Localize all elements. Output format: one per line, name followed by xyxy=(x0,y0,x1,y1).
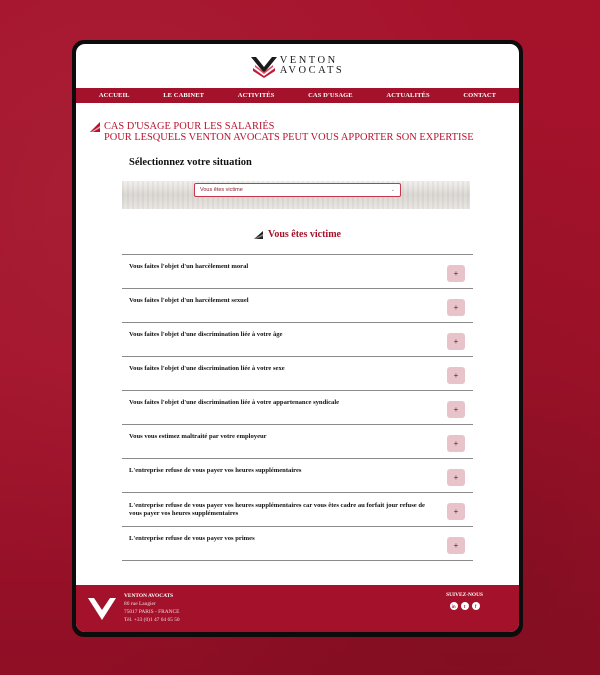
chevron-down-icon: ⌄ xyxy=(390,187,395,193)
expand-plus-button[interactable]: + xyxy=(447,435,465,452)
facebook-icon[interactable]: f xyxy=(472,602,480,610)
row-label: Vous faites l'objet d'une discrimination liée à votre appartenance syndicale xyxy=(129,399,340,406)
nav-cas-usage[interactable]: CAS D'USAGE xyxy=(308,92,353,99)
selector-banner xyxy=(122,181,470,209)
accordion-row[interactable] xyxy=(122,289,473,323)
situation-dropdown[interactable] xyxy=(194,183,401,197)
logo-line-2: AVOCATS xyxy=(279,65,345,76)
nav-activites[interactable]: ACTIVITÉS xyxy=(237,92,275,99)
page-intro xyxy=(76,103,519,143)
red-wing-icon xyxy=(90,122,100,132)
social-icons xyxy=(446,602,483,610)
row-label: Vous faites l'objet d'une discrimination liée à votre sexe xyxy=(129,365,285,372)
row-label: L'entreprise refuse de vous payer vos primes xyxy=(129,535,255,542)
footer-street: 86 rue Laugier xyxy=(124,601,156,607)
expand-plus-button[interactable]: + xyxy=(447,299,465,316)
heading-line-1: CAS D'USAGE POUR LES SALARIÉS xyxy=(104,121,275,132)
linkedin-icon[interactable]: in xyxy=(451,603,456,609)
header xyxy=(76,44,519,88)
accordion-row[interactable] xyxy=(122,323,473,357)
row-label: Vous faites l'objet d'un harcèlement moral xyxy=(129,263,249,270)
logo-line-1: VENTON xyxy=(279,55,338,66)
accordion-row[interactable] xyxy=(122,357,473,391)
row-label: L'entreprise refuse de vous payer vos heures supplémentaires car vous êtes cadre au forfait jour refuse de vous payer vos heures supplémentaires xyxy=(129,502,425,517)
accordion-row[interactable] xyxy=(122,459,473,493)
accordion-row[interactable] xyxy=(122,425,473,459)
accordion-row[interactable] xyxy=(122,493,473,527)
expand-plus-button[interactable]: + xyxy=(447,333,465,350)
section-heading xyxy=(76,229,519,240)
row-label: Vous vous estimez maltraité par votre employeur xyxy=(129,433,267,440)
logo-text xyxy=(280,56,345,76)
footer-address xyxy=(124,592,180,624)
nav-contact[interactable]: CONTACT xyxy=(463,92,497,99)
site-footer xyxy=(76,585,519,632)
webpage xyxy=(76,44,519,632)
row-label: Vous faites l'objet d'une discrimination liée à votre âge xyxy=(129,331,283,338)
twitter-icon[interactable]: t xyxy=(461,602,469,610)
accordion-row[interactable] xyxy=(122,391,473,425)
chevron-v-logo-icon xyxy=(251,54,277,78)
nav-accueil[interactable]: ACCUEIL xyxy=(98,92,130,99)
nav-actualites[interactable]: ACTUALITÉS xyxy=(386,92,430,99)
footer-company-name: VENTON AVOCATS xyxy=(124,593,174,599)
footer-phone[interactable]: Tél. +33 (0)1 47 64 65 50 xyxy=(124,617,180,623)
device-frame xyxy=(72,40,523,637)
accordion-row[interactable] xyxy=(122,255,473,289)
nav-le-cabinet[interactable]: LE CABINET xyxy=(163,92,205,99)
expand-plus-button[interactable]: + xyxy=(447,265,465,282)
main-nav xyxy=(76,88,519,103)
accordion-row[interactable] xyxy=(122,527,473,561)
footer-city: 75017 PARIS - FRANCE xyxy=(124,609,180,615)
expand-plus-button[interactable]: + xyxy=(447,537,465,554)
row-label: L'entreprise refuse de vous payer vos heures supplémentaires xyxy=(129,467,302,474)
expand-plus-button[interactable]: + xyxy=(447,367,465,384)
dropdown-value: Vous êtes victime xyxy=(200,187,243,193)
social-links xyxy=(446,592,483,610)
expand-plus-button[interactable]: + xyxy=(447,469,465,486)
section-title: Vous êtes victime xyxy=(268,229,341,240)
expand-plus-button[interactable]: + xyxy=(447,503,465,520)
site-logo[interactable] xyxy=(251,54,345,78)
heading-line-2: POUR LESQUELS VENTON AVOCATS PEUT VOUS APPORTER SON EXPERTISE xyxy=(104,132,474,143)
situation-selector xyxy=(76,157,519,209)
row-label: Vous faites l'objet d'un harcèlement sexuel xyxy=(129,297,249,304)
case-accordion xyxy=(122,254,473,561)
expand-plus-button[interactable]: + xyxy=(447,401,465,418)
dark-wing-icon xyxy=(254,231,263,239)
selector-title: Sélectionnez votre situation xyxy=(129,157,252,168)
page-heading xyxy=(104,121,474,143)
follow-label: SUIVEZ-NOUS xyxy=(446,592,483,598)
chevron-v-logo-icon xyxy=(88,596,116,620)
